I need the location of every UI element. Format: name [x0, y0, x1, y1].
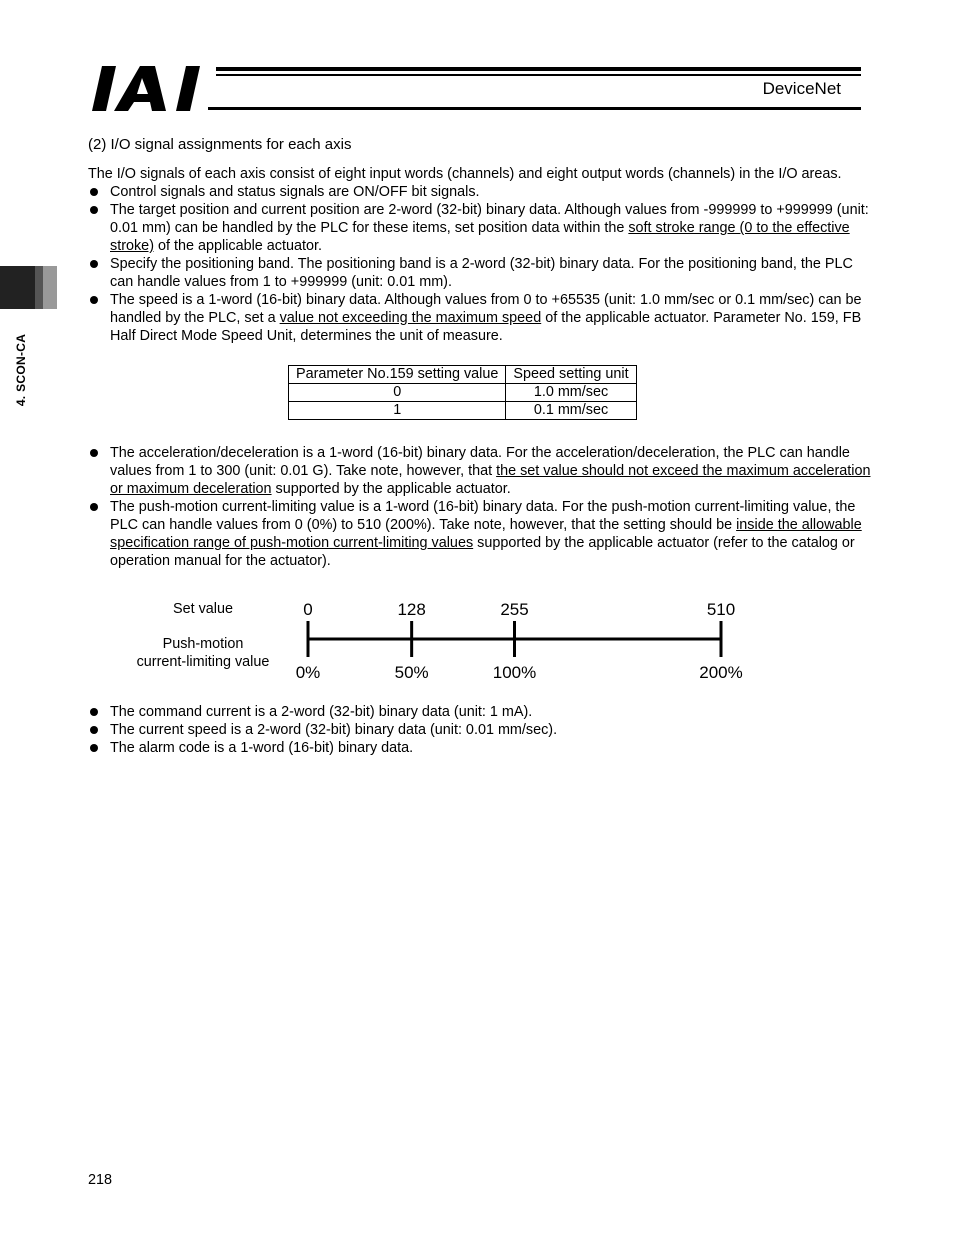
underlined-text: inside the allowable specification range of push-motion current-limiting values	[110, 517, 862, 551]
header-rule-top	[216, 67, 861, 71]
section-heading: (2) I/O signal assignments for each axis	[88, 136, 352, 153]
table-header-cell: Speed setting unit	[506, 366, 636, 384]
scale-tick-value-label: 510	[706, 600, 736, 619]
chapter-label: 4. SCON-CA	[14, 333, 28, 407]
page-number: 218	[88, 1172, 113, 1188]
scale-tick-percent-label: 0%	[295, 663, 321, 682]
bullet-item	[88, 255, 878, 291]
bullet-item	[88, 201, 878, 255]
chapter-tab-stripe	[35, 266, 43, 309]
current-limit-scale-diagram	[88, 587, 878, 703]
bullet-text: The alarm code is a 1-word (16-bit) binary data.	[110, 740, 414, 756]
bullet-text: supported by the applicable actuator.	[271, 481, 511, 497]
bullet-text: The push-motion current-limiting value is a 1-word (16-bit) binary data. For the push-motion current-limiting value, the PLC can handle values from 0 (0%) to 510 (200%). Take note, however, that the setting should be	[110, 499, 856, 533]
scale-tick-percent-label: 50%	[394, 663, 429, 682]
bullet-text: of the applicable actuator.	[153, 238, 322, 254]
header-title: DeviceNet	[762, 79, 841, 98]
push-motion-label-line2: current-limiting value	[136, 654, 270, 670]
bullet-item	[88, 739, 878, 757]
underlined-text: value not exceeding the maximum speed	[279, 310, 542, 326]
bullet-text: The acceleration/deceleration is a 1-word (16-bit) binary data. For the acceleration/deceleration, the PLC can handle values from 1 to 300 (unit: 0.01 G). Take note, however, that	[110, 445, 850, 479]
bullet-item	[88, 444, 878, 498]
scale-tick-percent-label: 100%	[492, 663, 537, 682]
bullet-item	[88, 703, 878, 721]
bullet-text: supported by the applicable actuator (refer to the catalog or operation manual for the actuator).	[110, 535, 855, 569]
scale-graphic	[283, 587, 763, 687]
bullet-item	[88, 291, 878, 345]
set-value-label: Set value	[172, 601, 233, 617]
scale-tick-value-label: 0	[303, 600, 313, 619]
chapter-tab-block	[0, 266, 35, 309]
bullet-text: of the applicable actuator. Parameter No. 159, FB Half Direct Mode Speed Unit, determines the unit of measure.	[110, 310, 862, 344]
table-row	[289, 402, 637, 420]
underlined-text: the set value should not exceed the maximum acceleration or maximum deceleration	[110, 463, 871, 497]
header-rule-top-thin	[216, 74, 861, 76]
table-header-row	[289, 366, 637, 384]
bullet-item	[88, 721, 878, 739]
underlined-text: soft stroke range (0 to the effective stroke)	[110, 220, 850, 254]
bullet-text: Control signals and status signals are ON/OFF bit signals.	[110, 184, 480, 200]
main-content	[88, 136, 878, 757]
table-cell: 1	[289, 402, 506, 420]
bullet-text: The current speed is a 2-word (32-bit) binary data (unit: 0.01 mm/sec).	[110, 722, 558, 738]
bullet-list-3	[88, 703, 878, 757]
bullet-list-2	[88, 444, 878, 570]
bullet-text: The command current is a 2-word (32-bit) binary data (unit: 1 mA).	[110, 704, 533, 720]
scale-tick-value-label: 255	[500, 600, 529, 619]
bullet-text: The speed is a 1-word (16-bit) binary data. Although values from 0 to +65535 (unit: 1.0 mm/sec or 0.1 mm/sec) can be handled by the PLC, set a	[110, 292, 862, 326]
intro-paragraph: The I/O signals of each axis consist of eight input words (channels) and eight output words (channels) in the I/O areas.	[88, 166, 842, 182]
iai-logo	[92, 66, 212, 111]
table-cell: 0	[289, 384, 506, 402]
speed-unit-table	[288, 365, 637, 420]
bullet-item	[88, 498, 878, 570]
table-cell: 0.1 mm/sec	[506, 402, 636, 420]
bullet-item	[88, 183, 878, 201]
table-cell: 1.0 mm/sec	[506, 384, 636, 402]
push-motion-label-line1: Push-motion	[162, 636, 244, 652]
bullet-list-1	[88, 183, 878, 345]
scale-tick-percent-label: 200%	[699, 663, 743, 682]
bullet-text: The target position and current position are 2-word (32-bit) binary data. Although values from -999999 to +999999 (unit: 0.01 mm) can be handled by the PLC for these items, set position data within the	[110, 202, 869, 236]
header-rule-bottom	[208, 107, 861, 110]
push-motion-label	[118, 635, 288, 671]
chapter-tab-stripe-light	[43, 266, 57, 309]
bullet-text: Specify the positioning band. The positioning band is a 2-word (32-bit) binary data. For the positioning band, the PLC can handle values from 1 to +999999 (unit: 0.01 mm).	[110, 256, 853, 290]
table-header-cell: Parameter No.159 setting value	[289, 366, 506, 384]
table-row	[289, 384, 637, 402]
scale-tick-value-label: 128	[397, 600, 426, 619]
